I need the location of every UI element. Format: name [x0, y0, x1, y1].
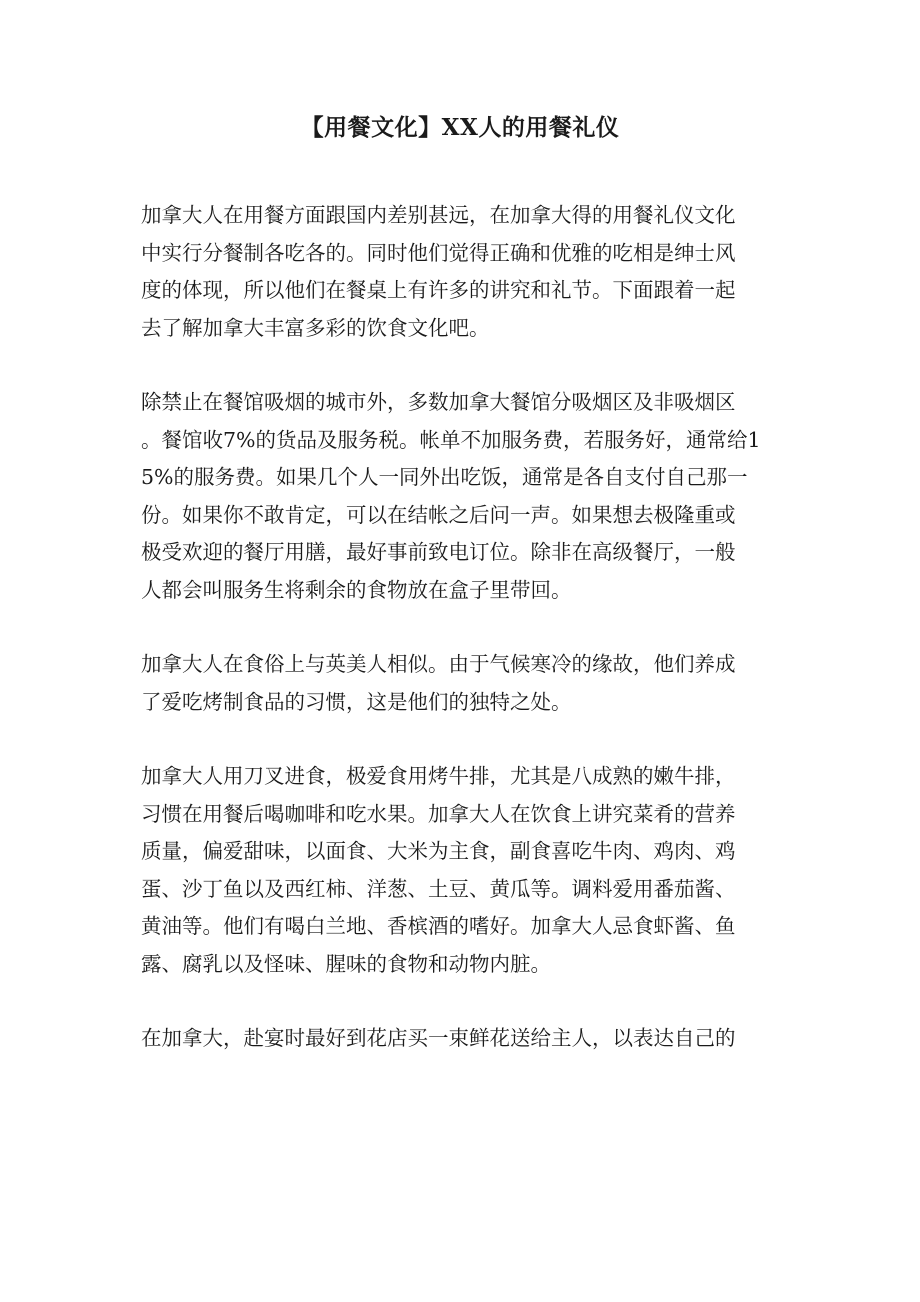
- paragraph-5: [141, 1020, 781, 1058]
- text-line: 露、腐乳以及怪味、腥味的食物和动物内脏。: [141, 951, 551, 976]
- text-line: 除禁止在餐馆吸烟的城市外，多数加拿大餐馆分吸烟区及非吸烟区: [141, 390, 736, 414]
- text-line: 在加拿大，赴宴时最好到花店买一束鲜花送给主人，以表达自己的: [141, 1026, 736, 1050]
- text-line: 习惯在用餐后喝咖啡和吃水果。加拿大人在饮食上讲究菜肴的营养: [141, 801, 736, 826]
- paragraph-3: [141, 646, 781, 721]
- text-line: 去了解加拿大丰富多彩的饮食文化吧。: [141, 315, 490, 340]
- text-line: 中实行分餐制各吃各的。同时他们觉得正确和优雅的吃相是绅士风: [141, 240, 736, 265]
- text-line: 加拿大人用刀叉进食，极爱食用烤牛排，尤其是八成熟的嫩牛排，: [141, 764, 736, 788]
- text-line: 。餐馆收7%的货品及服务税。帐单不加服务费，若服务好，通常给1: [141, 427, 761, 452]
- text-line: 黄油等。他们有喝白兰地、香槟酒的嗜好。加拿大人忌食虾酱、鱼: [141, 914, 736, 938]
- text-line: 加拿大人在食俗上与英美人相似。由于气候寒冷的缘故，他们养成: [141, 652, 736, 676]
- document-title: 【用餐文化】XX人的用餐礼仪: [300, 114, 620, 141]
- text-line: 人都会叫服务生将剩余的食物放在盒子里带回。: [141, 577, 572, 602]
- text-line: 质量，偏爱甜味，以面食、大米为主食，副食喜吃牛肉、鸡肉、鸡: [141, 839, 736, 863]
- paragraph-1: [141, 197, 781, 347]
- text-line: 份。如果你不敢肯定，可以在结帐之后问一声。如果想去极隆重或: [141, 502, 736, 527]
- text-line: 加拿大人在用餐方面跟国内差别甚远，在加拿大得的用餐礼仪文化: [141, 203, 736, 227]
- text-line: 蛋、沙丁鱼以及西红柿、洋葱、土豆、黄瓜等。调料爱用番茄酱、: [141, 876, 736, 901]
- document-body: [141, 197, 781, 1095]
- text-line: 5%的服务费。如果几个人一同外出吃饭，通常是各自支付自己那一: [141, 465, 748, 489]
- paragraph-2: [141, 384, 781, 609]
- text-line: 了爱吃烤制食品的习惯，这是他们的独特之处。: [141, 689, 572, 714]
- paragraph-4: [141, 758, 781, 983]
- text-line: 极受欢迎的餐厅用膳，最好事前致电订位。除非在高级餐厅，一般: [141, 540, 736, 564]
- text-line: 度的体现，所以他们在餐桌上有许多的讲究和礼节。下面跟着一起: [141, 278, 736, 302]
